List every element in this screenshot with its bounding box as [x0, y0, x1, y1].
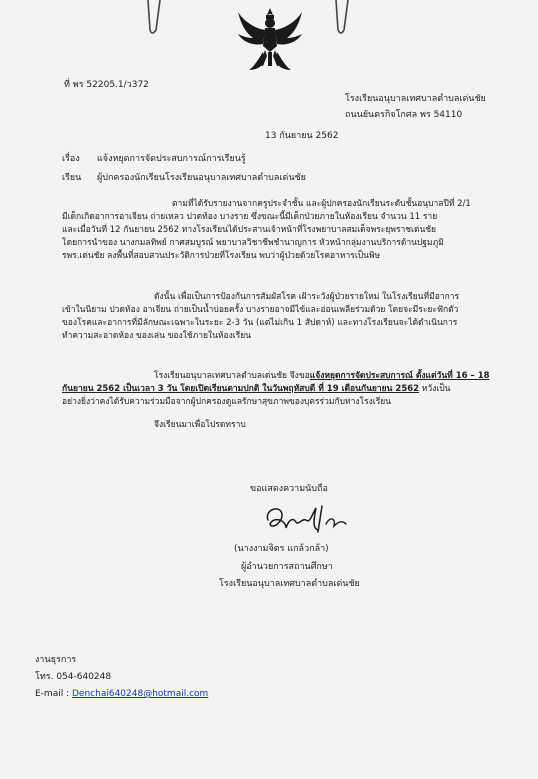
- recipient-label: เรียน: [62, 173, 82, 183]
- body-text: หวังเป็น: [419, 384, 451, 394]
- body-line: ดังนั้น เพื่อเป็นการป้องกันการสัมผัสโรค เฝ้าระวังผู้ป่วยรายใหม่ ในโรงเรียนที่มีอาการ: [154, 292, 460, 302]
- subject-label: เรื่อง: [62, 154, 80, 164]
- signer-position: ผู้อำนวยการสถานศึกษา: [241, 562, 333, 572]
- signer-school: โรงเรียนอนุบาลเทศบาลตำบลเด่นชัย: [219, 579, 360, 589]
- closing-request: จึงเรียนมาเพื่อโปรดทราบ: [154, 420, 246, 430]
- reference-number: ที่ พร 52205.1/ว372: [64, 80, 149, 90]
- body-line: อย่างยิ่งว่าคงได้รับความร่วมมือจากผู้ปกครองดูแลรักษาสุขภาพของบุตรร่วมกับทางโรงเรียน: [62, 397, 392, 407]
- body-line: โดยการนำของ นางกมลทิพย์ กาศสมบูรณ์ พยาบาลวิชาชีพชำนาญการ หัวหน้ากลุ่มงานบริการด้านปฐมภูมิ: [62, 238, 444, 248]
- footer-phone: โทร. 054-640248: [35, 672, 112, 682]
- body-line: [62, 383, 490, 396]
- emphasis-text: แจ้งหยุดการจัดประสบการณ์ ตั้งแต่วันที่ 16 – 18: [309, 371, 490, 381]
- email-link[interactable]: Denchai640248@hotmail.com: [72, 689, 209, 699]
- paper-clip-left-mark: [144, 0, 164, 40]
- garuda-emblem-icon: [235, 6, 305, 74]
- body-line: เข้าในนิยาม ปวดท้อง อาเจียน ถ่ายเป็นน้ำบ่อยครั้ง บางรายอาจมีไข้และอ่อนเพลียร่วมด้วย โดยจะมีระยะฟักตัว: [62, 305, 459, 315]
- body-line: มีเด็กเกิดอาการอาเจียน ถ่ายเหลว ปวดท้อง บางราย ซึ่งขณะนี้มีเด็กป่วยภายในห้องเรียน จำนวน 11 ราย: [62, 212, 438, 222]
- body-line: ทำความสะอาดห้อง ของเล่น ของใช้ภายในห้องเรียน: [62, 331, 252, 341]
- body-line: ตามที่ได้รับรายงานจากครูประจำชั้น และผู้ปกครองนักเรียนระดับชั้นอนุบาลปีที่ 2/1: [172, 199, 471, 209]
- sender-name: โรงเรียนอนุบาลเทศบาลตำบลเด่นชัย: [345, 94, 486, 104]
- body-line: รพร.เด่นชัย ลงพื้นที่สอบสวนประวัติการป่วยที่โรงเรียน พบว่าผู้ป่วยด้วยโรคอาหารเป็นพิษ: [62, 251, 381, 261]
- body-line: ของโรคและอาการที่มีลักษณะเฉพาะในระยะ 2-3 วัน (แต่ไม่เกิน 1 สัปดาห์) และทางโรงเรียนจะได้ดำเนินการ: [62, 318, 458, 328]
- footer-email-line: [35, 688, 208, 700]
- footer-department: งานธุรการ: [35, 655, 77, 665]
- subject-text: แจ้งหยุดการจัดประสบการณ์การเรียนรู้: [97, 154, 246, 164]
- paper-clip-right-mark: [332, 0, 352, 40]
- body-line: [62, 370, 490, 383]
- regards-text: ขอแสดงความนับถือ: [250, 484, 328, 494]
- body-paragraph-2: [62, 291, 459, 343]
- email-label: E-mail :: [35, 689, 70, 699]
- recipient-text: ผู้ปกครองนักเรียนโรงเรียนอนุบาลเทศบาลตำบลเด่นชัย: [97, 173, 306, 183]
- body-paragraph-3: [62, 370, 490, 409]
- sender-address: ถนนยันตรกิจโกศล พร 54110: [345, 110, 463, 120]
- emphasis-text: กันยายน 2562 เป็นเวลา 3 วัน โดยเปิดเรียนตามปกติ ในวันพฤหัสบดี ที่ 19 เดือนกันยายน 2562: [62, 384, 420, 394]
- body-paragraph-1: [62, 198, 471, 263]
- signer-name: (นางงามจิตร แกล้วกล้า): [234, 544, 329, 554]
- body-line: และเมื่อวันที่ 12 กันยายน 2562 ทางโรงเรียนได้ประสานเจ้าหน้าที่โรงพยาบาลสมเด็จพระยุพราชเด่นชัย: [62, 225, 437, 235]
- handwritten-signature-icon: [262, 500, 352, 538]
- body-text: โรงเรียนอนุบาลเทศบาลตำบลเด่นชัย จึงขอ: [154, 371, 310, 381]
- letter-date: 13 กันยายน 2562: [265, 131, 339, 141]
